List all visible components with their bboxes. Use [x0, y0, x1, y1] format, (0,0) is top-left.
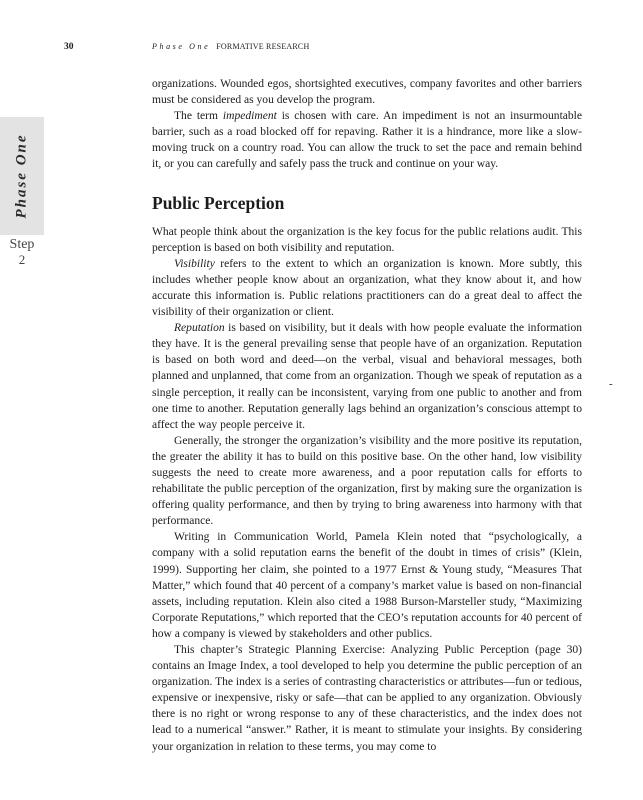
phase-label: Phase One — [152, 42, 211, 51]
paragraph: Generally, the stronger the organization’s visibility and the more positive its reputation, the greater the ability it has to build on this positive base. On the other hand, low visibility suggests the need to create more awareness, and a poor reputation calls for efforts to rehabilitate the public perception of the organization, first by making sure the organization is offering quality performance, and then by trying to bring awareness into harmony with that performance. — [152, 434, 582, 528]
phase-side-tab — [0, 117, 44, 235]
section-name: FORMATIVE RESEARCH — [216, 42, 310, 51]
step-number: 2 — [18, 252, 26, 267]
paragraph: This chapter’s Strategic Planning Exercise: Analyzing Public Perception (page 30) contains an Image Index, a tool developed to help you determine the public perception of an organization. The index is a series of contrasting characteristics or attributes—fun or tedious, expensive or inexpensive, risky or safe—that can be applied to any organization. Obviously there is no right or wrong response to any of these characteristics, and the index does not lead to a numerical “answer.” Rather, it is meant to stimulate your insights. By considering your organization in relation to these terms, you may come to — [152, 644, 582, 753]
step-label: Step — [9, 237, 35, 252]
section-label — [152, 42, 309, 51]
defined-term: impediment — [222, 110, 277, 123]
page-number: 30 — [64, 42, 74, 52]
side-tab-label: Phase One — [13, 133, 30, 219]
paragraph: Writing in Communication World, Pamela Klein noted that “psychologically, a company with a solid reputation earns the benefit of the doubt in times of crisis” (Klein, 1999). Supporting her claim, she pointed to a 1977 Ernst & Young study, “Measures That Matter,” which found that 40 percent of a company’s market value is based on non-financial assets, including reputation. Klein also cited a 1988 Burson-Marsteller study, “Maximizing Corporate Reputations,” which reported that the CEO’s reputation accounts for 40 percent of how a company is viewed by stakeholders and other publics. — [152, 531, 582, 640]
paragraph: The term impediment is chosen with care. An impediment is not an insurmountable barrier, such as a road blocked off for repaving. Rather it is a hindrance, more like a slow-moving truck on a country road. You can allow the truck to set the pace and remain behind it, or you can carefully and safely pass the truck and continue on your way. — [152, 110, 583, 171]
section-heading: Public Perception — [152, 192, 285, 213]
margin-mark: - — [609, 378, 613, 390]
running-head — [0, 42, 643, 58]
paragraph: Visibility refers to the extent to which an organization is known. More subtly, this includes whether people know about an organization, what they know about it, and how accurate this information is. Public relations practitioners can do a great deal to affect the visibility of their organization or client. — [152, 257, 582, 319]
defined-term: Reputation — [174, 322, 225, 335]
body-text — [152, 76, 582, 755]
defined-term: Visibility — [174, 257, 215, 270]
paragraph: What people think about the organization is the key focus for the public relations audit. This perception is based on both visibility and reputation. — [152, 225, 582, 254]
paragraph: organizations. Wounded egos, shortsighted executives, company favorites and other barriers must be considered as you develop the program. — [152, 78, 582, 107]
paragraph: Reputation is based on visibility, but it deals with how people evaluate the information they have. It is the general prevailing sense that people have of an organization. Reputation is based on both word and deed—on the verbal, visual and behavioral messages, both planned and unplanned, that come from an organization. Though we speak of reputation as a single perception, it really can be inconsistent, varying from one public to another and from one time to another. Reputation generally lags behind an organization’s conscious attempt to affect the way people perceive it. — [152, 322, 582, 431]
